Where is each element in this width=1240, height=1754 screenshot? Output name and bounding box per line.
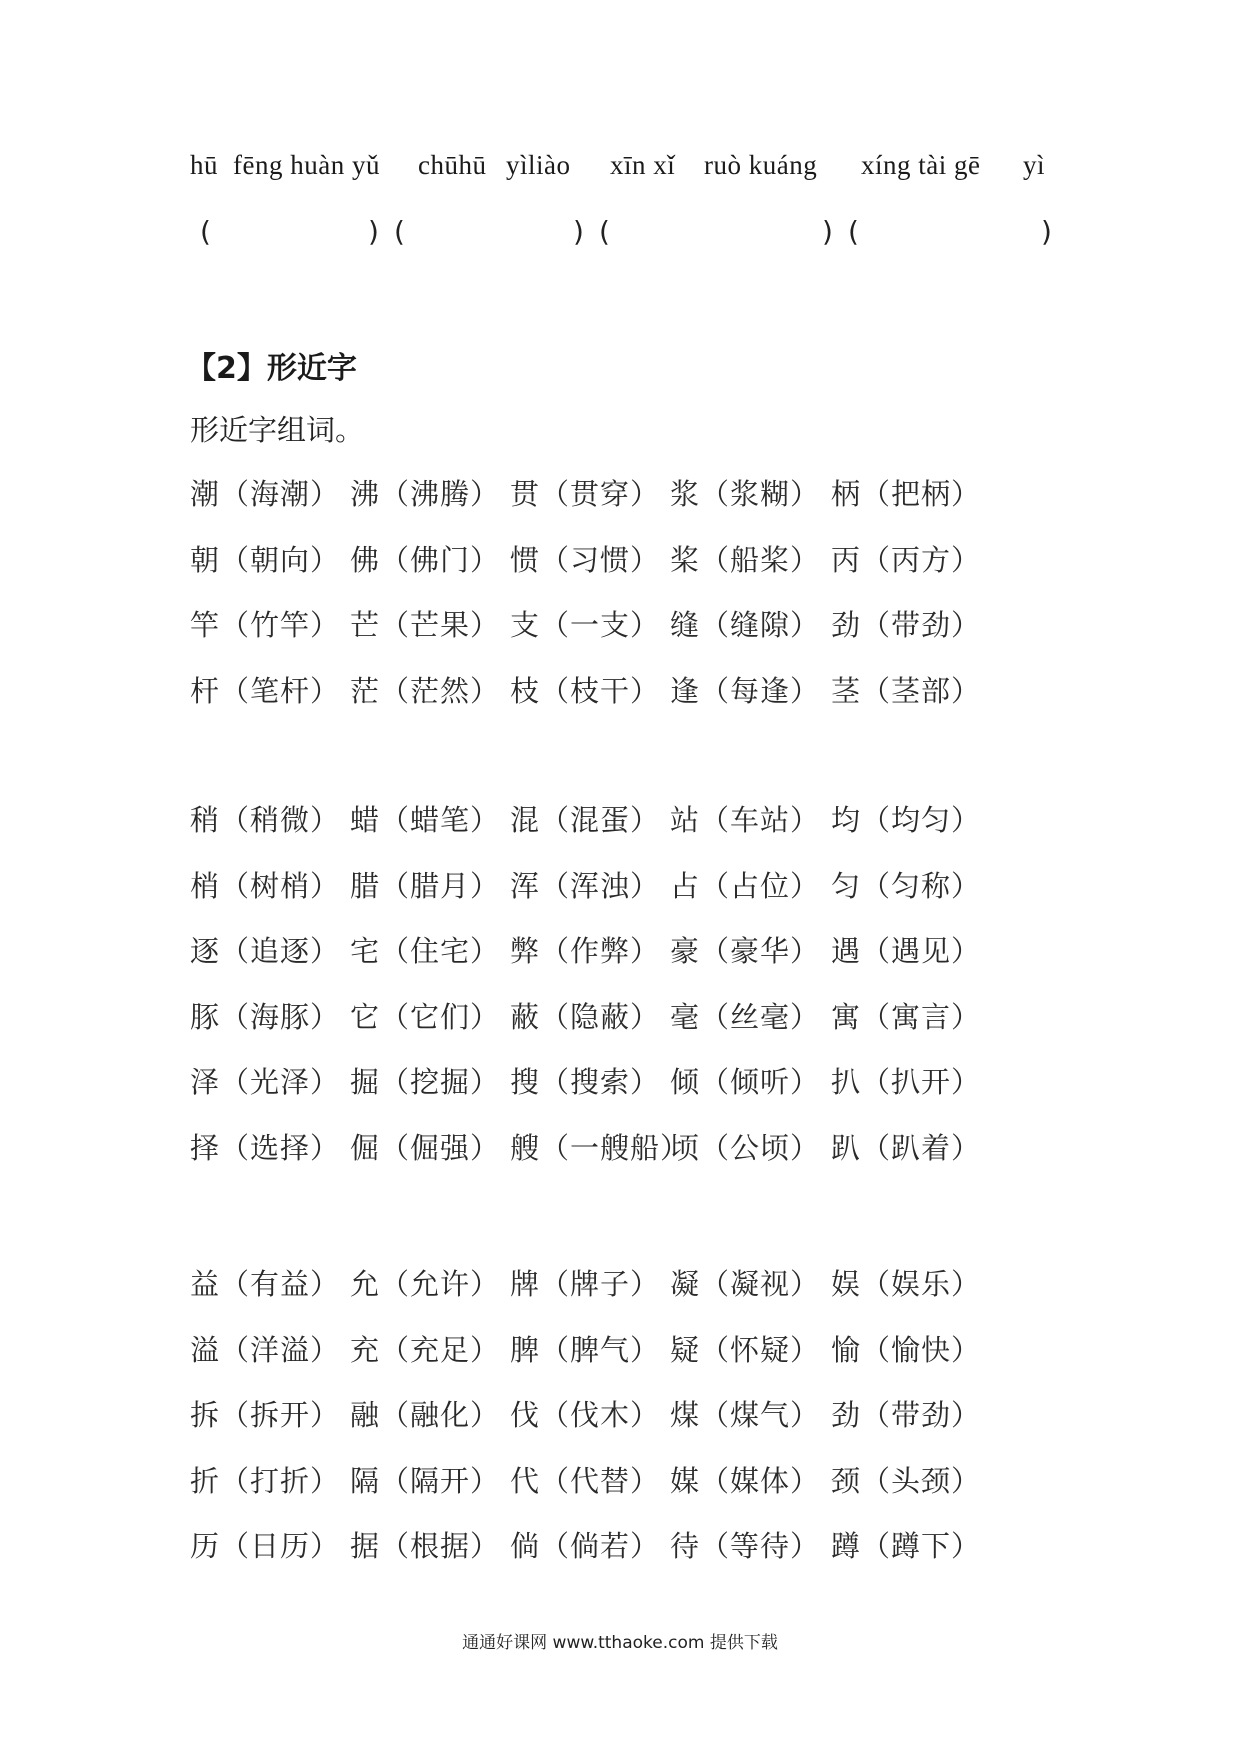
word-pair: 益（有益） [190, 1267, 341, 1301]
answer-blank-open: ( [200, 215, 211, 248]
word-pair: 腊（腊月） [350, 868, 501, 903]
answer-blank-close: ) [822, 215, 833, 248]
answer-blank-close: ) [368, 215, 379, 248]
word-pair: 丙（丙方） [831, 542, 982, 577]
answer-blank-close: ) [1041, 215, 1052, 248]
word-pair: 占（占位） [670, 868, 821, 903]
word-pair: 愉（愉快） [831, 1332, 982, 1367]
word-pair: 缝（缝隙） [670, 608, 821, 642]
word-pair: 伐（伐木） [510, 1398, 661, 1432]
pinyin-item: ruò kuáng [704, 150, 818, 180]
word-pair: 弊（作弊） [510, 934, 661, 968]
word-pair: 毫（丝毫） [670, 999, 821, 1034]
word-pair: 倔（倔强） [350, 1130, 501, 1165]
word-pair: 代（代替） [510, 1463, 661, 1498]
word-pair: 艘（一艘船） [510, 1130, 691, 1165]
word-pair: 茎（茎部） [831, 673, 982, 708]
instruction-text: 形近字组词。 [190, 413, 365, 447]
answer-blank-open: ( [599, 215, 610, 248]
word-pair: 支（一支） [510, 608, 661, 642]
word-pair: 搜（搜索） [510, 1065, 661, 1099]
word-pair: 匀（匀称） [831, 868, 982, 903]
word-pair: 据（根据） [350, 1529, 501, 1563]
word-pair: 蔽（隐蔽） [510, 999, 661, 1034]
word-pair: 稍（稍微） [190, 803, 341, 837]
pinyin-item: chūhū [418, 150, 487, 180]
pinyin-item: yìliào [506, 150, 571, 180]
word-pair: 脾（脾气） [510, 1332, 661, 1367]
word-pair: 混（混蛋） [510, 803, 661, 837]
word-pair: 顷（公顷） [670, 1130, 821, 1165]
word-pair: 梢（树梢） [190, 868, 341, 903]
word-pair: 凝（凝视） [670, 1267, 821, 1301]
word-pair: 遇（遇见） [831, 934, 982, 968]
word-pair: 宅（住宅） [350, 934, 501, 968]
word-pair: 媒（媒体） [670, 1463, 821, 1498]
word-pair: 掘（挖掘） [350, 1065, 501, 1099]
word-pair: 允（允许） [350, 1267, 501, 1301]
word-pair: 站（车站） [670, 803, 821, 837]
word-pair: 茫（茫然） [350, 673, 501, 708]
word-pair: 沸（沸腾） [350, 477, 501, 511]
pinyin-item: xíng tài gē [861, 150, 981, 180]
word-pair: 逢（每逢） [670, 673, 821, 708]
word-pair: 惯（习惯） [510, 542, 661, 577]
word-pair: 潮（海潮） [190, 477, 341, 511]
word-pair: 牌（牌子） [510, 1267, 661, 1301]
word-pair: 芒（芒果） [350, 608, 501, 642]
word-pair: 朝（朝向） [190, 542, 341, 577]
word-pair: 娱（娱乐） [831, 1267, 982, 1301]
word-pair: 贯（贯穿） [510, 477, 661, 511]
word-pair: 桨（船桨） [670, 542, 821, 577]
word-pair: 扒（扒开） [831, 1065, 982, 1099]
pinyin-item: hū [190, 150, 218, 180]
word-pair: 煤（煤气） [670, 1398, 821, 1432]
footer-text: 通通好课网 www.tthaoke.com 提供下载 [462, 1633, 778, 1653]
word-pair: 寓（寓言） [831, 999, 982, 1034]
answer-blank-close: ) [573, 215, 584, 248]
word-pair: 均（均匀） [831, 803, 982, 837]
word-pair: 蜡（蜡笔） [350, 803, 501, 837]
word-pair: 竿（竹竿） [190, 608, 341, 642]
pinyin-item: xīn xǐ [610, 150, 676, 180]
word-pair: 浆（浆糊） [670, 477, 821, 511]
section-title: 【2】形近字 [186, 351, 357, 386]
word-pair: 劲（带劲） [831, 608, 982, 642]
word-pair: 柄（把柄） [831, 477, 982, 511]
word-pair: 融（融化） [350, 1398, 501, 1432]
word-pair: 泽（光泽） [190, 1065, 341, 1099]
word-pair: 充（充足） [350, 1332, 501, 1367]
word-pair: 待（等待） [670, 1529, 821, 1563]
pinyin-item: yì [1023, 150, 1046, 180]
word-pair: 豪（豪华） [670, 934, 821, 968]
word-pair: 溢（洋溢） [190, 1332, 341, 1367]
answer-blank-open: ( [848, 215, 859, 248]
word-pair: 折（打折） [190, 1463, 341, 1498]
word-pair: 倘（倘若） [510, 1529, 661, 1563]
word-pair: 历（日历） [190, 1529, 341, 1563]
word-pair: 蹲（蹲下） [831, 1529, 982, 1563]
word-pair: 枝（枝干） [510, 673, 661, 708]
word-pair: 颈（头颈） [831, 1463, 982, 1498]
word-pair: 逐（追逐） [190, 934, 341, 968]
word-pair: 疑（怀疑） [670, 1332, 821, 1367]
word-pair: 杆（笔杆） [190, 673, 341, 708]
pinyin-item: fēng huàn yǔ [233, 150, 380, 180]
answer-blank-open: ( [394, 215, 405, 248]
word-pair: 浑（浑浊） [510, 868, 661, 903]
word-pair: 择（选择） [190, 1130, 341, 1165]
word-pair: 拆（拆开） [190, 1398, 341, 1432]
word-pair: 豚（海豚） [190, 999, 341, 1034]
word-pair: 趴（趴着） [831, 1130, 982, 1165]
word-pair: 隔（隔开） [350, 1463, 501, 1498]
word-pair: 它（它们） [350, 999, 501, 1034]
word-pair: 劲（带劲） [831, 1398, 982, 1432]
word-pair: 倾（倾听） [670, 1065, 821, 1099]
word-pair: 佛（佛门） [350, 542, 501, 577]
